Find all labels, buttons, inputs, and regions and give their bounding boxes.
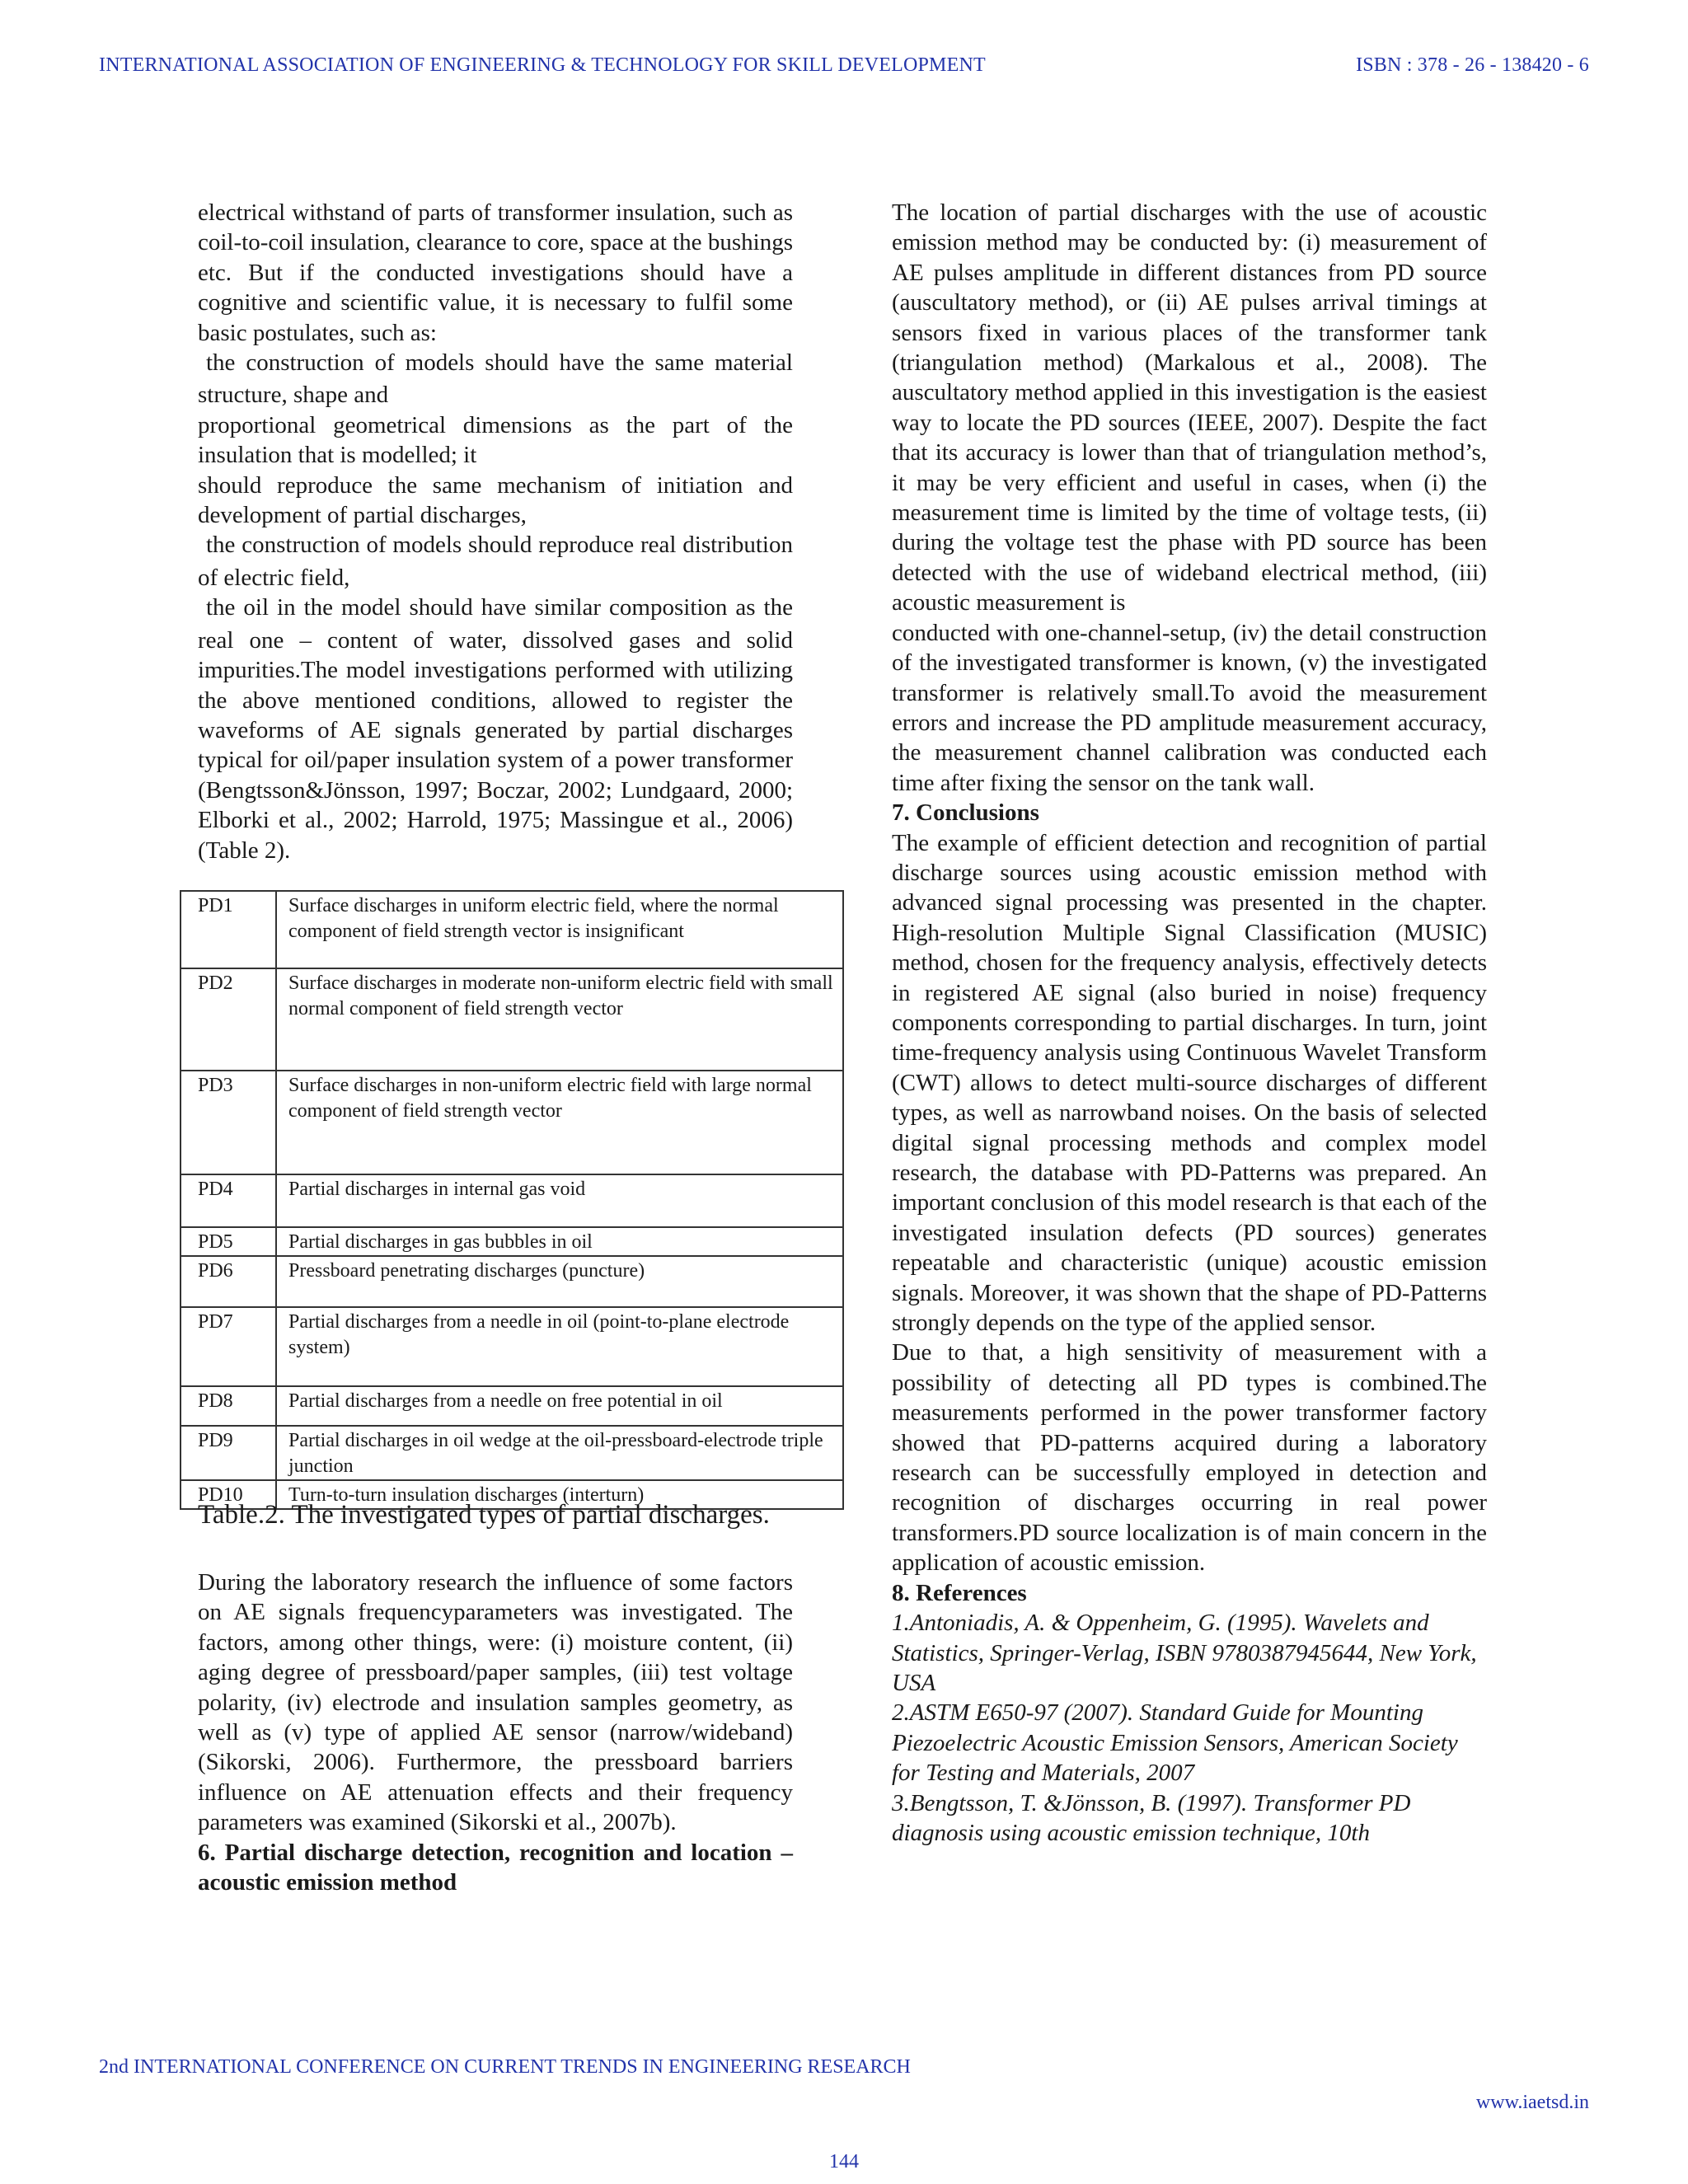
reference-item: 3.Bengtsson, T. &Jönsson, B. (1997). Transformer PD diagnosis using acoustic emission technique, 10th: [892, 1789, 1411, 1846]
footer-url[interactable]: www.iaetsd.in: [1475, 2092, 1589, 2113]
pd-id: PD5: [181, 1227, 276, 1256]
pd-description: Partial discharges in oil wedge at the oil-pressboard-electrode triple junction: [276, 1426, 843, 1480]
bullet-item: the oil in the model should have similar composition as the real one – content of water, dissolved gases and solid impurities.The model investigations performed with utilizing the above mentioned conditions, allowed to register the waveforms of AE signals generated by partial discharges typical for oil/paper insulation system of a power transformer (Bengtsson&Jönsson, 1997; Boczar, 2002; Lundgaard, 2000; Elborki et al., 2002; Harrold, 1975; Massingue et al., 2006) (Table 2).: [198, 594, 793, 864]
reference-item: 2.ASTM E650-97 (2007). Standard Guide for Mounting Piezoelectric Acoustic Emission Sensors, American Society for Testing and Materials, 2007: [892, 1699, 1458, 1787]
left-column: [198, 198, 793, 865]
bullet-item: the construction of models should have the same material structure, shape and: [198, 349, 793, 409]
running-header-title: INTERNATIONAL ASSOCIATION OF ENGINEERING & TECHNOLOGY FOR SKILL DEVELOPMENT: [99, 54, 986, 76]
pd-id: PD1: [181, 891, 276, 968]
pd-description: Partial discharges in gas bubbles in oil: [276, 1227, 843, 1256]
running-header-isbn: ISBN : 378 - 26 - 138420 - 6: [1356, 54, 1589, 76]
paragraph: should reproduce the same mechanism of initiation and development of partial discharges,: [198, 471, 793, 529]
pd-description: Surface discharges in uniform electric field, where the normal component of field strength vector is insignificant: [276, 891, 843, 968]
table-row: [181, 891, 843, 968]
table-row: [181, 1256, 843, 1307]
pd-description: Pressboard penetrating discharges (puncture): [276, 1256, 843, 1307]
paragraph: During the laboratory research the influence of some factors on AE signals frequencyparameters was investigated. The factors, among other things, were: (i) moisture content, (ii) aging degree of pressboard/paper samples, (iii) test voltage polarity, (iv) electrode and insulation samples geometry, as well as (v) type of applied AE sensor (narrow/wideband) (Sikorski, 2006). Furthermore, the pressboard barriers influence on AE attenuation effects and their frequency parameters was examined (Sikorski et al., 2007b).: [198, 1569, 793, 1836]
paragraph: proportional geometrical dimensions as the part of the insulation that is modelled; it: [198, 411, 793, 469]
right-column: [892, 198, 1487, 1848]
pd-id: PD2: [181, 968, 276, 1071]
pd-description: Partial discharges from a needle on free potential in oil: [276, 1386, 843, 1426]
reference-item: 1.Antoniadis, A. & Oppenheim, G. (1995). Wavelets and Statistics, Springer-Verlag, ISBN 9780387945644, New York, USA: [892, 1610, 1477, 1696]
table-row: [181, 1071, 843, 1174]
pd-id: PD7: [181, 1307, 276, 1386]
table-row: [181, 1307, 843, 1386]
pd-description: Surface discharges in non-uniform electric field with large normal component of field strength vector: [276, 1071, 843, 1174]
table-row: [181, 1174, 843, 1227]
pd-types-table: [180, 890, 844, 1510]
left-column-lower: [198, 1568, 793, 1897]
paragraph: conducted with one-channel-setup, (iv) the detail construction of the investigated transformer is known, (v) the investigated transformer is relatively small.To avoid the measurement errors and increase the PD amplitude measurement accuracy, the measurement channel calibration was conducted each time after fixing the sensor on the tank wall.: [892, 619, 1487, 796]
pd-id: PD8: [181, 1386, 276, 1426]
pd-id: PD6: [181, 1256, 276, 1307]
footer-conference: 2nd INTERNATIONAL CONFERENCE ON CURRENT TRENDS IN ENGINEERING RESEARCH: [99, 2056, 911, 2078]
table-row: [181, 1386, 843, 1426]
pd-id: PD3: [181, 1071, 276, 1174]
pd-description: Surface discharges in moderate non-uniform electric field with small normal component of field strength vector: [276, 968, 843, 1071]
table-row: [181, 1426, 843, 1480]
table-row: [181, 968, 843, 1071]
table-caption: Table.2. The investigated types of partial discharges.: [198, 1500, 770, 1530]
pd-id: PD9: [181, 1426, 276, 1480]
section-heading: 7. Conclusions: [892, 799, 1039, 827]
section-heading: 8. References: [892, 1579, 1027, 1606]
page-number: 144: [829, 2151, 859, 2172]
pd-id: PD10: [181, 1480, 276, 1509]
pd-description: Partial discharges from a needle in oil (point-to-plane electrode system): [276, 1307, 843, 1386]
table-row: [181, 1227, 843, 1256]
paragraph: The example of efficient detection and recognition of partial discharge sources using acoustic emission method with advanced signal processing was presented in the chapter. High-resolution Multiple Signal Classification (MUSIC) method, chosen for the frequency analysis, effectively detects in registered AE signal (also buried in noise) frequency components corresponding to partial discharges. In turn, joint time-frequency analysis using Continuous Wavelet Transform (CWT) allows to detect multi-source discharges of different types, as well as narrowband noises. On the basis of selected digital signal processing methods and complex model research, the database with PD-Patterns was prepared. An important conclusion of this model research is that each of the investigated insulation defects (PD sources) generates repeatable and characteristic (unique) acoustic emission signals. Moreover, it was shown that the shape of PD-Patterns strongly depends on the type of the applied sensor.: [892, 829, 1487, 1337]
pd-description: Turn-to-turn insulation discharges (interturn): [276, 1480, 843, 1509]
bullet-item: the construction of models should reproduce real distribution of electric field,: [198, 532, 793, 591]
paragraph: The location of partial discharges with the use of acoustic emission method may be conducted by: (i) measurement of AE pulses amplitude in different distances from PD source (auscultatory method), or (ii) AE pulses arrival timings at sensors fixed in various places of the transformer tank (triangulation method) (Markalous et al., 2008). The auscultatory method applied in this investigation is the easiest way to locate the PD sources (IEEE, 2007). Despite the fact that its accuracy is lower than that of triangulation method’s, it may be very efficient and useful in cases, when (i) the measurement time is limited by the time of voltage tests, (ii) during the voltage test the phase with PD source has been detected with the use of wideband electrical method, (iii) acoustic measurement is: [892, 199, 1487, 616]
pd-description: Partial discharges in internal gas void: [276, 1174, 843, 1227]
paragraph: Due to that, a high sensitivity of measurement with a possibility of detecting all PD types is combined.The measurements performed in the power transformer factory showed that PD-patterns acquired during a laboratory research can be successfully employed in detection and recognition of discharges occurring in real power transformers.PD source localization is of main concern in the application of acoustic emission.: [892, 1339, 1487, 1577]
pd-id: PD4: [181, 1174, 276, 1227]
section-heading: 6. Partial discharge detection, recognition and location – acoustic emission method: [198, 1839, 793, 1896]
paragraph: electrical withstand of parts of transformer insulation, such as coil-to-coil insulation, clearance to core, space at the bushings etc. But if the conducted investigations should have a cognitive and scientific value, it is necessary to fulfil some basic postulates, such as:: [198, 199, 793, 346]
